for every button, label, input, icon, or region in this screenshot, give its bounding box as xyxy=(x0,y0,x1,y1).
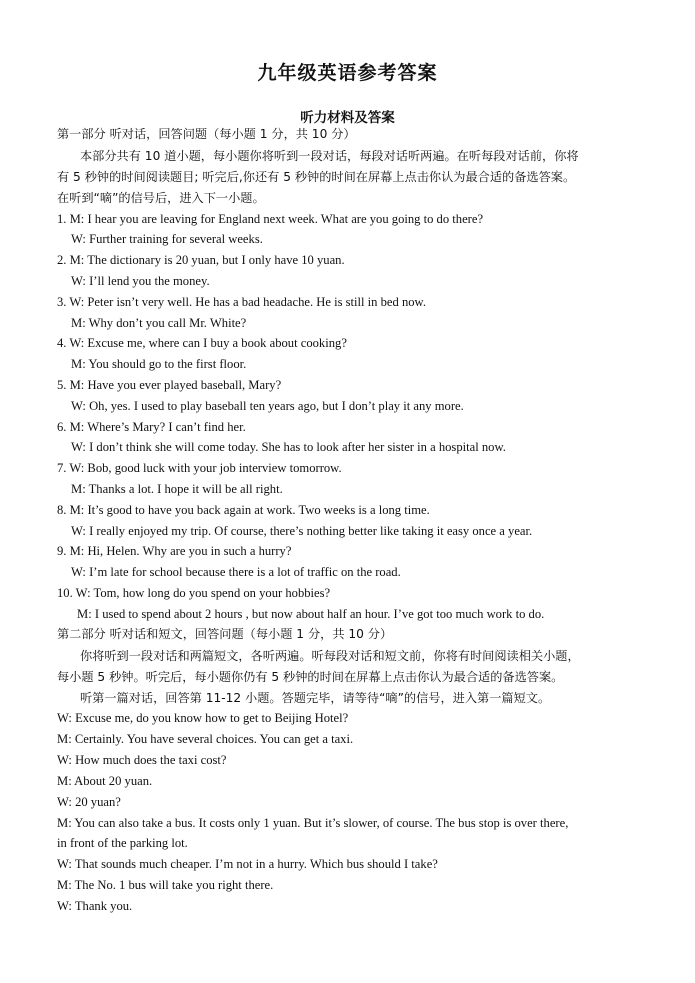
part-two-instruction-2: 每小题 5 秒钟。听完后，每小题你仍有 5 秒钟的时间在屏幕上点击你认为最合适的备选答案。 xyxy=(57,670,564,684)
dialogue-line: 7. W: Bob, good luck with your job interview tomorrow. xyxy=(57,461,342,475)
dialogue-line: W: I really enjoyed my trip. Of course, there’s nothing better like taking it easy once a year. xyxy=(71,524,533,538)
dialogue-line: W: How much does the taxi cost? xyxy=(57,753,227,767)
dialogue-line: M: You should go to the first floor. xyxy=(71,357,247,371)
dialogue-line: M: The No. 1 bus will take you right there. xyxy=(57,878,274,892)
dialogue-line: M: I used to spend about 2 hours , but now about half an hour. I’ve got too much work to do. xyxy=(77,607,545,621)
dialogue-line: 4. W: Excuse me, where can I buy a book about cooking? xyxy=(57,336,347,350)
part-two-instruction-1: 你将听到一段对话和两篇短文，各听两遍。听每段对话和短文前，你将有时间阅读相关小题， xyxy=(80,649,580,663)
dialogue-line: W: 20 yuan? xyxy=(57,795,121,809)
part-one-heading: 第一部分 听对话，回答问题（每小题 1 分，共 10 分） xyxy=(57,127,356,141)
part-one-instruction-2: 有 5 秒钟的时间阅读题目; 听完后,你还有 5 秒钟的时间在屏幕上点击你认为最合适的备选答案。 xyxy=(57,170,576,184)
dialogue-line: 1. M: I hear you are leaving for England next week. What are you going to do there? xyxy=(57,212,484,226)
dialogue-line: M: You can also take a bus. It costs only 1 yuan. But it’s slower, of course. The bus stop is over there, xyxy=(57,816,569,830)
dialogue-line: W: Excuse me, do you know how to get to Beijing Hotel? xyxy=(57,711,349,725)
dialogue-line: 3. W: Peter isn’t very well. He has a bad headache. He is still in bed now. xyxy=(57,295,426,309)
dialogue-line: M: Why don’t you call Mr. White? xyxy=(71,316,247,330)
dialogue-line: W: That sounds much cheaper. I’m not in a hurry. Which bus should I take? xyxy=(57,857,438,871)
dialogue-line: 9. M: Hi, Helen. Why are you in such a hurry? xyxy=(57,544,292,558)
dialogue-line: W: Oh, yes. I used to play baseball ten years ago, but I don’t play it any more. xyxy=(71,399,464,413)
dialogue-line: W: I’ll lend you the money. xyxy=(71,274,210,288)
dialogue-line: W: Further training for several weeks. xyxy=(71,232,263,246)
part-one-instruction-1: 本部分共有 10 道小题，每小题你将听到一段对话，每段对话听两遍。在听每段对话前，你将 xyxy=(80,149,579,163)
dialogue-line: W: Thank you. xyxy=(57,899,133,913)
section-subtitle: 听力材料及答案 xyxy=(300,110,395,126)
dialogue-line: M: About 20 yuan. xyxy=(57,774,153,788)
part-one-instruction-3: 在听到“嘀”的信号后，进入下一小题。 xyxy=(57,191,265,205)
part-two-instruction-3: 听第一篇对话，回答第 11-12 小题。答题完毕，请等待“嘀”的信号，进入第一篇短文。 xyxy=(80,691,551,705)
part-two-heading: 第二部分 听对话和短文，回答问题（每小题 1 分，共 10 分） xyxy=(57,627,393,641)
dialogue-line: M: Certainly. You have several choices. You can get a taxi. xyxy=(57,732,354,746)
dialogue-line: W: I don’t think she will come today. She has to look after her sister in a hospital now. xyxy=(71,440,506,454)
dialogue-line: in front of the parking lot. xyxy=(57,836,188,850)
dialogue-line: 6. M: Where’s Mary? I can’t find her. xyxy=(57,420,246,434)
dialogue-line: 8. M: It’s good to have you back again at work. Two weeks is a long time. xyxy=(57,503,430,517)
dialogue-line: 2. M: The dictionary is 20 yuan, but I only have 10 yuan. xyxy=(57,253,345,267)
dialogue-line: 5. M: Have you ever played baseball, Mary? xyxy=(57,378,282,392)
dialogue-line: M: Thanks a lot. I hope it will be all right. xyxy=(71,482,283,496)
page-title: 九年级英语参考答案 xyxy=(257,62,438,84)
dialogue-line: 10. W: Tom, how long do you spend on your hobbies? xyxy=(57,586,331,600)
dialogue-line: W: I’m late for school because there is a lot of traffic on the road. xyxy=(71,565,401,579)
